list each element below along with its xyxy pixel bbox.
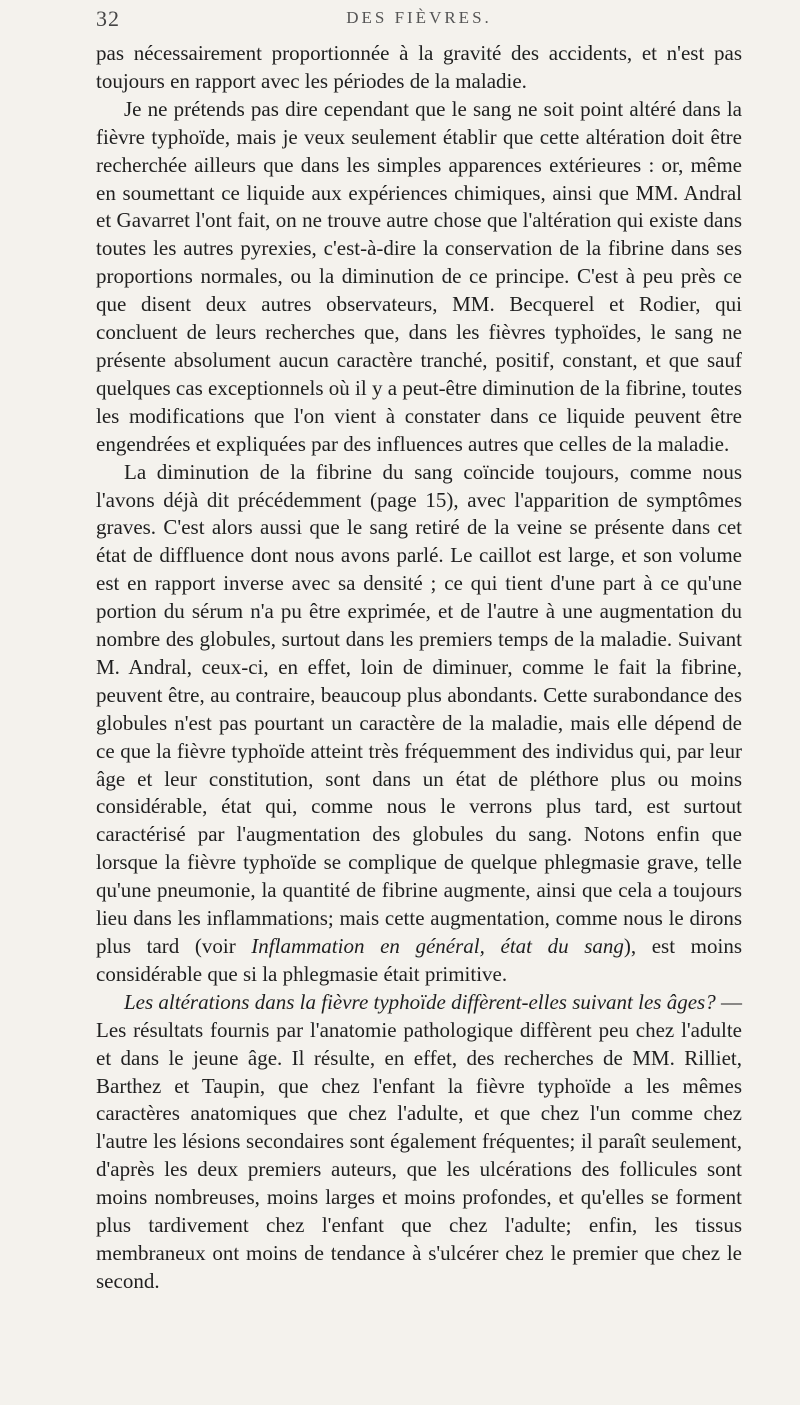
paragraph-3-italic-reference: Inflammation en général, état du sang xyxy=(251,934,624,958)
running-header xyxy=(96,6,742,36)
body-text xyxy=(96,40,742,1296)
running-title: DES FIÈVRES. xyxy=(346,8,492,27)
paragraph-3-ending: ), est moins considérable que si la phlegmasie était primitive. xyxy=(96,934,742,986)
page-number: 32 xyxy=(96,6,120,31)
paragraph-4-text: — Les résultats fournis par l'anatomie pathologique diffèrent peu chez l'adulte et dans le jeune âge. Il résulte, en effet, des recherches de MM. Rilliet, Barthez et Taupin, que chez l'enfant la fièvre typhoïde a les mêmes caractères anatomiques que chez l'adulte, et que chez l'un comme chez l'autre les lésions secondaires sont également fréquentes; il paraît seulement, d'après les deux premiers auteurs, que les ulcérations des follicules sont moins nombreuses, moins larges et moins profondes, et qu'elles se forment plus tardivement chez l'enfant que chez l'adulte; enfin, les tissus membraneux ont moins de tendance à s'ulcérer chez le premier que chez le second. xyxy=(96,989,742,1293)
paragraph-4 xyxy=(96,989,742,1296)
paragraph-1: pas nécessairement proportionnée à la gravité des accidents, et n'est pas toujours en rapport avec les périodes de la maladie. xyxy=(96,41,742,93)
paragraph-3 xyxy=(96,459,742,989)
paragraph-2: Je ne prétends pas dire cependant que le sang ne soit point altéré dans la fièvre typhoïde, mais je veux seulement établir que cette altération doit être recherchée ailleurs que dans les simples apparences extérieures : or, même en soumettant ce liquide aux expériences chimiques, ainsi que MM. Andral et Gavarret l'ont fait, on ne trouve autre chose que l'altération qui existe dans toutes les autres pyrexies, c'est-à-dire la conservation de la fibrine dans ses proportions normales, ou la diminution de ce principe. C'est à peu près ce que disent deux autres observateurs, MM. Becquerel et Rodier, qui concluent de leurs recherches que, dans les fièvres typhoïdes, le sang ne présente absolument aucun caractère tranché, positif, constant, et que sauf quelques cas exceptionnels où il y a peut-être diminution de la fibrine, toutes les modifications que l'on vient à constater dans ce liquide peuvent être engendrées et expliquées par des influences autres que celles de la maladie. xyxy=(96,96,742,456)
paragraph-4-italic-question: Les altérations dans la fièvre typhoïde diffèrent-elles suivant les âges? xyxy=(124,989,716,1014)
paragraph-3-text: La diminution de la fibrine du sang coïncide toujours, comme nous l'avons déjà dit précédemment (page 15), avec l'apparition de symptômes graves. C'est alors aussi que le sang retiré de la veine se présente dans cet état de diffluence dont nous avons parlé. Le caillot est large, et son volume est en rapport inverse avec sa densité ; ce qui tient d'une part à ce qu'une portion du sérum n'a pu être exprimée, et de l'autre à une augmentation du nombre des globules, surtout dans les premiers temps de la maladie. Suivant M. Andral, ceux-ci, en effet, loin de diminuer, comme le fait la fibrine, peuvent être, au contraire, beaucoup plus abondants. Cette surabondance des globules n'est pas pourtant un caractère de la maladie, mais elle dépend de ce que la fièvre typhoïde atteint très fréquemment des individus qui, par leur âge et leur constitution, sont dans un état de pléthore plus ou moins considérable, état qui, comme nous le verrons plus tard, est surtout caractérisé par l'augmentation des globules du sang. Notons enfin que lorsque la fièvre typhoïde se complique de quelque phlegmasie grave, telle qu'une pneumonie, la quantité de fibrine augmente, ainsi que cela a toujours lieu dans les inflammations; mais cette augmentation, comme nous le dirons plus tard (voir xyxy=(96,459,742,958)
